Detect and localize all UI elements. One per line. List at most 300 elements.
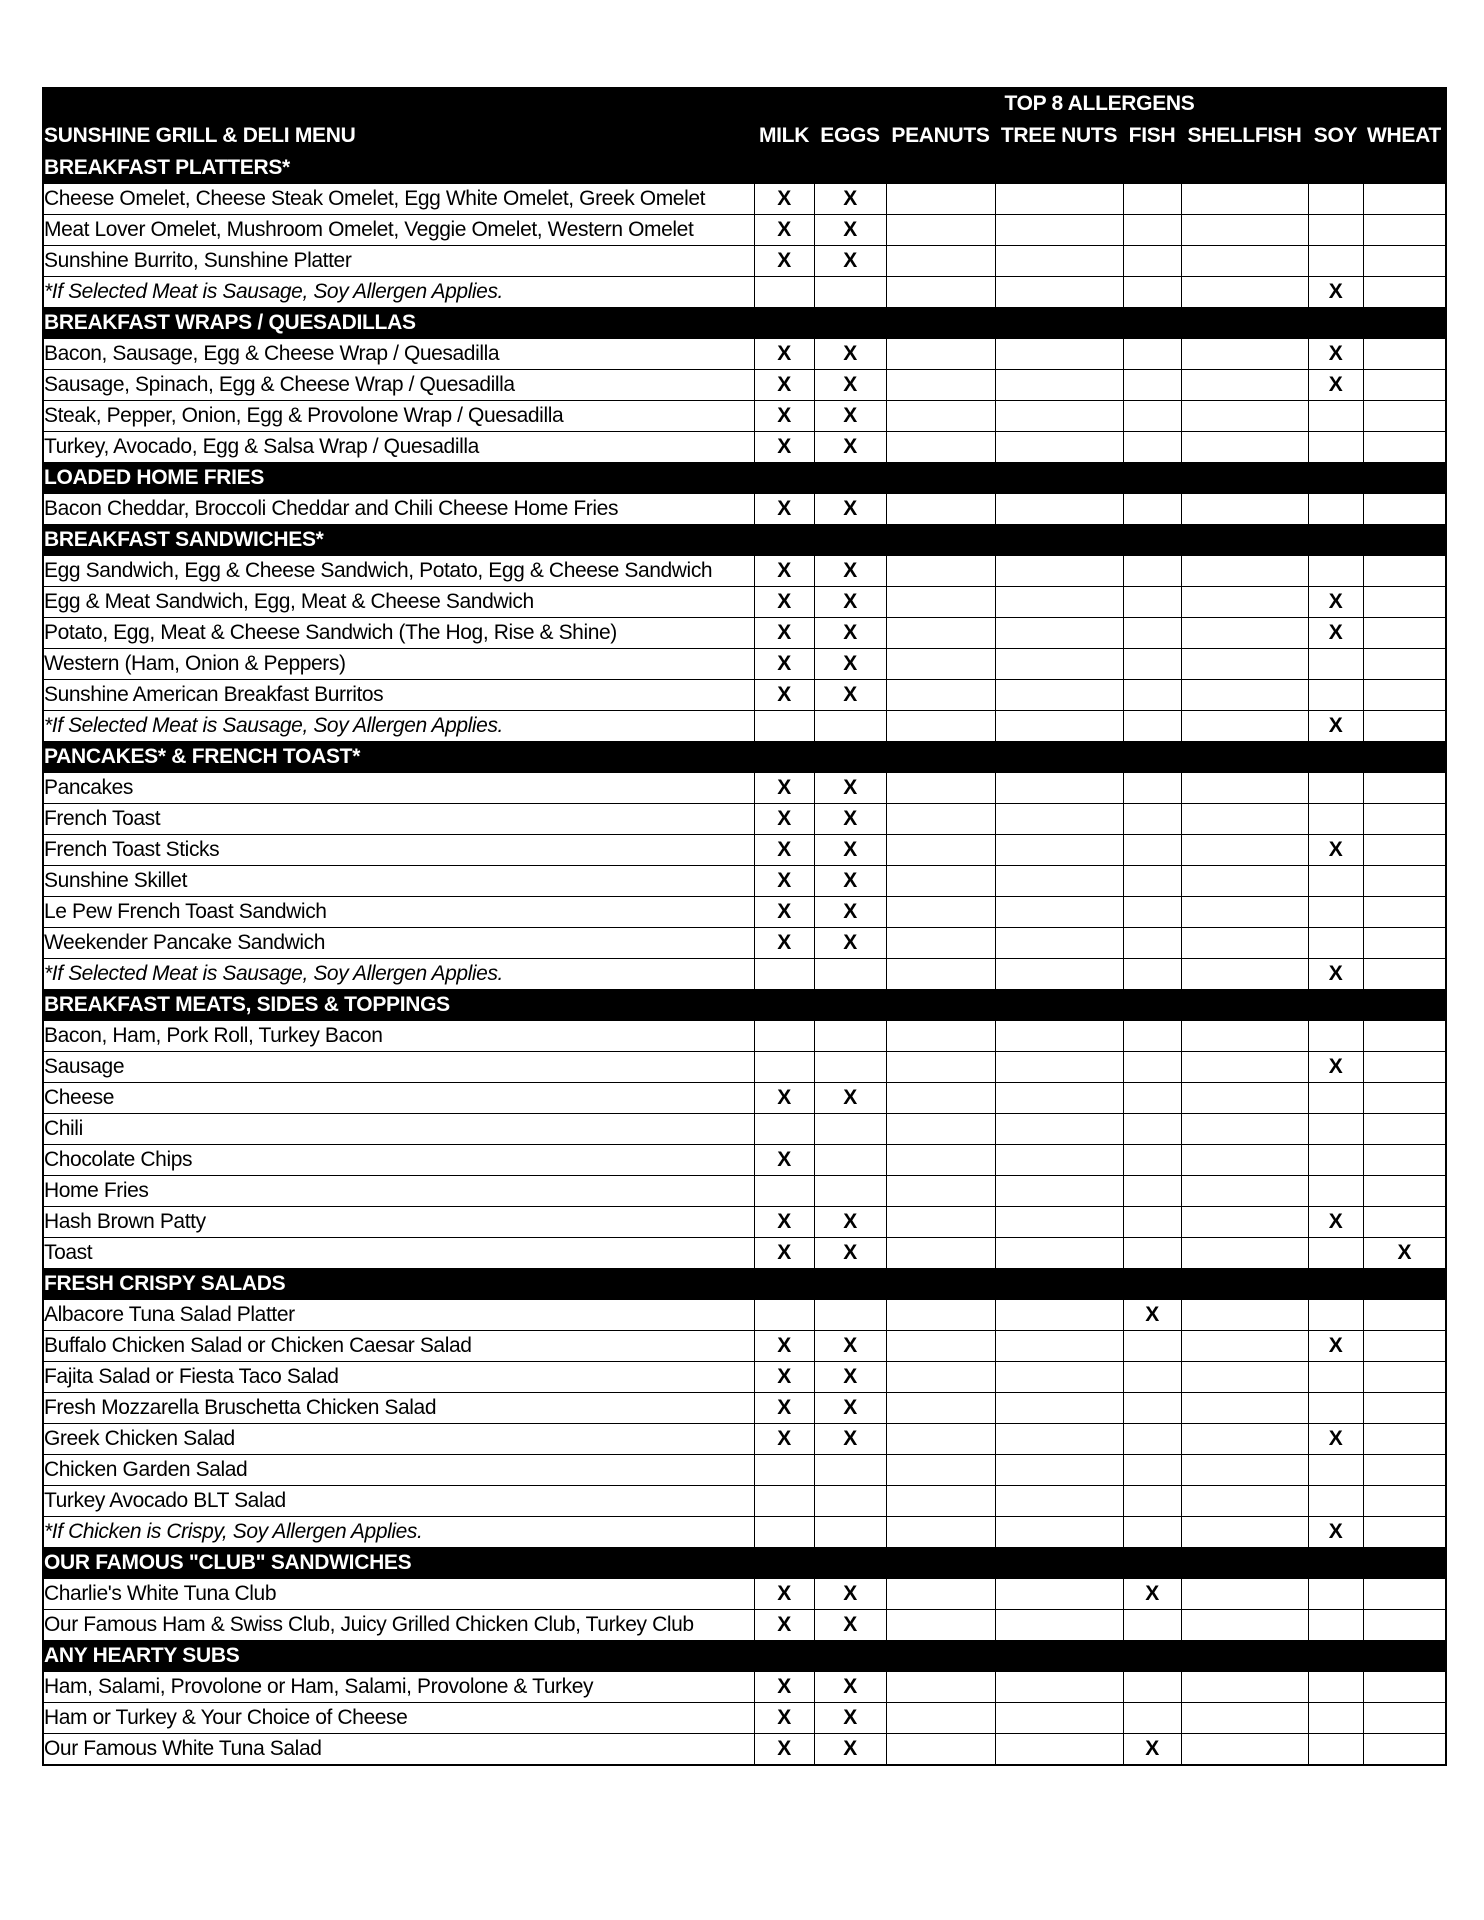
table-row <box>43 928 1446 959</box>
allergen-mark-shellfish <box>1181 184 1308 215</box>
allergen-header-peanuts: PEANUTS <box>886 119 995 153</box>
allergen-mark-milk: X <box>754 246 814 277</box>
section-header-row <box>43 1269 1446 1300</box>
allergen-mark-milk: X <box>754 370 814 401</box>
allergen-mark-wheat <box>1363 773 1446 804</box>
allergen-mark-shellfish <box>1181 556 1308 587</box>
allergen-mark-wheat <box>1363 1207 1446 1238</box>
allergen-mark-wheat <box>1363 928 1446 959</box>
allergen-mark-shellfish <box>1181 1734 1308 1766</box>
allergen-mark-soy: X <box>1308 370 1363 401</box>
allergen-mark-peanuts <box>886 215 995 246</box>
allergen-mark-fish <box>1123 928 1181 959</box>
allergen-mark-tree-nuts <box>995 897 1123 928</box>
table-row <box>43 1021 1446 1052</box>
allergen-mark-wheat <box>1363 1021 1446 1052</box>
allergen-mark-tree-nuts <box>995 1207 1123 1238</box>
allergen-mark-milk <box>754 959 814 990</box>
allergen-mark-peanuts <box>886 1238 995 1269</box>
top-allergens-label: TOP 8 ALLERGENS <box>754 88 1446 119</box>
allergen-mark-shellfish <box>1181 928 1308 959</box>
allergen-note: *If Selected Meat is Sausage, Soy Allergen Applies. <box>43 277 754 308</box>
allergen-mark-soy <box>1308 1021 1363 1052</box>
section-header-row <box>43 308 1446 339</box>
allergen-mark-wheat <box>1363 556 1446 587</box>
allergen-mark-soy: X <box>1308 1517 1363 1548</box>
allergen-mark-tree-nuts <box>995 277 1123 308</box>
allergen-mark-fish <box>1123 649 1181 680</box>
allergen-mark-eggs: X <box>814 215 886 246</box>
allergen-mark-eggs: X <box>814 246 886 277</box>
allergen-mark-soy <box>1308 1579 1363 1610</box>
allergen-mark-eggs: X <box>814 1238 886 1269</box>
allergen-mark-soy <box>1308 1486 1363 1517</box>
allergen-mark-milk: X <box>754 897 814 928</box>
allergen-mark-shellfish <box>1181 246 1308 277</box>
allergen-mark-tree-nuts <box>995 866 1123 897</box>
allergen-mark-eggs: X <box>814 680 886 711</box>
menu-item-name: Bacon, Ham, Pork Roll, Turkey Bacon <box>43 1021 754 1052</box>
menu-item-name: Western (Ham, Onion & Peppers) <box>43 649 754 680</box>
menu-item-name: Chili <box>43 1114 754 1145</box>
allergen-mark-tree-nuts <box>995 1114 1123 1145</box>
allergen-mark-soy <box>1308 1145 1363 1176</box>
allergen-mark-tree-nuts <box>995 649 1123 680</box>
allergen-mark-wheat <box>1363 1424 1446 1455</box>
menu-item-name: Fajita Salad or Fiesta Taco Salad <box>43 1362 754 1393</box>
allergen-mark-tree-nuts <box>995 618 1123 649</box>
allergen-mark-peanuts <box>886 432 995 463</box>
table-row <box>43 556 1446 587</box>
allergen-mark-peanuts <box>886 1083 995 1114</box>
allergen-mark-wheat <box>1363 215 1446 246</box>
section-header-row <box>43 463 1446 494</box>
menu-item-name: Sausage <box>43 1052 754 1083</box>
allergen-mark-shellfish <box>1181 618 1308 649</box>
allergen-mark-peanuts <box>886 1207 995 1238</box>
allergen-mark-shellfish <box>1181 1393 1308 1424</box>
allergen-mark-eggs: X <box>814 587 886 618</box>
allergen-mark-eggs <box>814 1114 886 1145</box>
allergen-mark-wheat <box>1363 959 1446 990</box>
allergen-mark-milk: X <box>754 556 814 587</box>
allergen-mark-tree-nuts <box>995 184 1123 215</box>
allergen-mark-eggs: X <box>814 401 886 432</box>
allergen-mark-eggs: X <box>814 1393 886 1424</box>
table-row <box>43 339 1446 370</box>
allergen-mark-peanuts <box>886 835 995 866</box>
allergen-mark-shellfish <box>1181 1455 1308 1486</box>
allergen-mark-tree-nuts <box>995 1176 1123 1207</box>
allergen-mark-wheat <box>1363 1331 1446 1362</box>
allergen-mark-fish <box>1123 494 1181 525</box>
allergen-mark-wheat <box>1363 1486 1446 1517</box>
allergen-mark-peanuts <box>886 1579 995 1610</box>
section-header-row <box>43 990 1446 1021</box>
allergen-mark-shellfish <box>1181 711 1308 742</box>
allergen-mark-tree-nuts <box>995 494 1123 525</box>
allergen-mark-milk <box>754 1021 814 1052</box>
allergen-mark-tree-nuts <box>995 1610 1123 1641</box>
allergen-mark-soy <box>1308 1300 1363 1331</box>
allergen-mark-eggs: X <box>814 804 886 835</box>
allergen-mark-shellfish <box>1181 649 1308 680</box>
section-header-row <box>43 525 1446 556</box>
table-row <box>43 1083 1446 1114</box>
menu-item-name: Our Famous White Tuna Salad <box>43 1734 754 1766</box>
allergen-mark-peanuts <box>886 1517 995 1548</box>
allergen-mark-shellfish <box>1181 1610 1308 1641</box>
allergen-mark-shellfish <box>1181 680 1308 711</box>
allergen-mark-fish <box>1123 1176 1181 1207</box>
allergen-mark-fish <box>1123 556 1181 587</box>
table-row <box>43 1734 1446 1766</box>
allergen-mark-milk: X <box>754 1393 814 1424</box>
menu-item-name: Turkey, Avocado, Egg & Salsa Wrap / Quesadilla <box>43 432 754 463</box>
allergen-mark-peanuts <box>886 680 995 711</box>
allergen-mark-eggs: X <box>814 1672 886 1703</box>
allergen-mark-fish <box>1123 1331 1181 1362</box>
table-row <box>43 1455 1446 1486</box>
allergen-mark-shellfish <box>1181 1486 1308 1517</box>
allergen-mark-fish <box>1123 215 1181 246</box>
allergen-mark-eggs <box>814 1145 886 1176</box>
allergen-mark-fish <box>1123 1114 1181 1145</box>
allergen-mark-shellfish <box>1181 277 1308 308</box>
menu-item-name: Steak, Pepper, Onion, Egg & Provolone Wrap / Quesadilla <box>43 401 754 432</box>
allergen-mark-soy: X <box>1308 587 1363 618</box>
allergen-mark-fish <box>1123 370 1181 401</box>
allergen-mark-shellfish <box>1181 1331 1308 1362</box>
allergen-mark-soy <box>1308 1455 1363 1486</box>
allergen-mark-wheat <box>1363 897 1446 928</box>
allergen-mark-shellfish <box>1181 1703 1308 1734</box>
allergen-mark-tree-nuts <box>995 1517 1123 1548</box>
allergen-mark-tree-nuts <box>995 370 1123 401</box>
allergen-mark-milk <box>754 1052 814 1083</box>
allergen-mark-milk: X <box>754 1579 814 1610</box>
menu-item-name: Sausage, Spinach, Egg & Cheese Wrap / Quesadilla <box>43 370 754 401</box>
table-row <box>43 184 1446 215</box>
allergen-mark-milk: X <box>754 401 814 432</box>
allergen-mark-tree-nuts <box>995 1362 1123 1393</box>
allergen-mark-eggs: X <box>814 370 886 401</box>
allergen-mark-peanuts <box>886 556 995 587</box>
allergen-mark-tree-nuts <box>995 339 1123 370</box>
allergen-mark-eggs: X <box>814 1610 886 1641</box>
allergen-mark-shellfish <box>1181 432 1308 463</box>
menu-item-name: Cheese <box>43 1083 754 1114</box>
allergen-mark-tree-nuts <box>995 1052 1123 1083</box>
menu-item-name: Bacon, Sausage, Egg & Cheese Wrap / Quesadilla <box>43 339 754 370</box>
table-row <box>43 1424 1446 1455</box>
allergen-mark-eggs: X <box>814 897 886 928</box>
allergen-mark-milk: X <box>754 773 814 804</box>
allergen-mark-eggs <box>814 1517 886 1548</box>
table-row <box>43 1610 1446 1641</box>
allergen-mark-eggs: X <box>814 1579 886 1610</box>
allergen-mark-wheat <box>1363 1145 1446 1176</box>
allergen-mark-peanuts <box>886 897 995 928</box>
allergen-mark-tree-nuts <box>995 1424 1123 1455</box>
allergen-mark-fish <box>1123 1083 1181 1114</box>
allergen-mark-wheat <box>1363 1393 1446 1424</box>
allergen-mark-milk <box>754 1486 814 1517</box>
menu-item-name: French Toast <box>43 804 754 835</box>
allergen-mark-shellfish <box>1181 835 1308 866</box>
allergen-mark-peanuts <box>886 1052 995 1083</box>
allergen-mark-milk: X <box>754 184 814 215</box>
allergen-group-header <box>43 88 1446 119</box>
allergen-mark-fish <box>1123 1145 1181 1176</box>
allergen-mark-tree-nuts <box>995 1021 1123 1052</box>
allergen-mark-peanuts <box>886 1114 995 1145</box>
allergen-mark-soy: X <box>1308 1424 1363 1455</box>
allergen-mark-soy <box>1308 897 1363 928</box>
allergen-mark-fish <box>1123 1610 1181 1641</box>
menu-item-name: Chicken Garden Salad <box>43 1455 754 1486</box>
menu-item-name: Ham or Turkey & Your Choice of Cheese <box>43 1703 754 1734</box>
allergen-mark-wheat <box>1363 835 1446 866</box>
allergen-mark-eggs <box>814 1455 886 1486</box>
allergen-mark-fish <box>1123 184 1181 215</box>
allergen-mark-peanuts <box>886 1021 995 1052</box>
table-row <box>43 401 1446 432</box>
allergen-mark-fish <box>1123 1207 1181 1238</box>
allergen-mark-fish <box>1123 277 1181 308</box>
allergen-note: *If Selected Meat is Sausage, Soy Allergen Applies. <box>43 959 754 990</box>
allergen-mark-milk: X <box>754 649 814 680</box>
allergen-mark-milk: X <box>754 1331 814 1362</box>
allergen-mark-shellfish <box>1181 1207 1308 1238</box>
allergen-mark-peanuts <box>886 494 995 525</box>
allergen-mark-shellfish <box>1181 215 1308 246</box>
section-header-row <box>43 742 1446 773</box>
table-row <box>43 1703 1446 1734</box>
allergen-mark-wheat <box>1363 680 1446 711</box>
allergen-mark-soy: X <box>1308 959 1363 990</box>
allergen-mark-soy: X <box>1308 1207 1363 1238</box>
allergen-mark-peanuts <box>886 277 995 308</box>
allergen-mark-fish <box>1123 1362 1181 1393</box>
allergen-header-milk: MILK <box>754 119 814 153</box>
table-row <box>43 432 1446 463</box>
menu-title: SUNSHINE GRILL & DELI MENU <box>43 119 754 153</box>
allergen-mark-tree-nuts <box>995 1238 1123 1269</box>
menu-item-name: Potato, Egg, Meat & Cheese Sandwich (The Hog, Rise & Shine) <box>43 618 754 649</box>
allergen-mark-wheat <box>1363 432 1446 463</box>
allergen-mark-wheat <box>1363 1517 1446 1548</box>
table-row <box>43 1300 1446 1331</box>
allergen-mark-fish <box>1123 835 1181 866</box>
menu-item-name: Cheese Omelet, Cheese Steak Omelet, Egg White Omelet, Greek Omelet <box>43 184 754 215</box>
allergen-mark-eggs: X <box>814 339 886 370</box>
allergen-header-eggs: EGGS <box>814 119 886 153</box>
allergen-mark-milk: X <box>754 928 814 959</box>
allergen-mark-eggs: X <box>814 1703 886 1734</box>
allergen-mark-soy <box>1308 1238 1363 1269</box>
allergen-mark-wheat <box>1363 1579 1446 1610</box>
allergen-mark-milk: X <box>754 1610 814 1641</box>
allergen-mark-peanuts <box>886 184 995 215</box>
allergen-mark-eggs: X <box>814 184 886 215</box>
menu-item-name: Albacore Tuna Salad Platter <box>43 1300 754 1331</box>
allergen-mark-peanuts <box>886 1145 995 1176</box>
allergen-mark-wheat <box>1363 1610 1446 1641</box>
allergen-mark-tree-nuts <box>995 1145 1123 1176</box>
allergen-mark-peanuts <box>886 959 995 990</box>
table-row <box>43 215 1446 246</box>
table-row <box>43 1393 1446 1424</box>
allergen-mark-shellfish <box>1181 1021 1308 1052</box>
allergen-mark-eggs: X <box>814 618 886 649</box>
allergen-mark-shellfish <box>1181 1424 1308 1455</box>
column-header-row <box>43 119 1446 153</box>
allergen-table <box>42 87 1447 1766</box>
allergen-mark-eggs: X <box>814 835 886 866</box>
allergen-mark-shellfish <box>1181 1672 1308 1703</box>
allergen-mark-shellfish <box>1181 494 1308 525</box>
allergen-mark-peanuts <box>886 711 995 742</box>
allergen-mark-eggs: X <box>814 1734 886 1766</box>
allergen-mark-soy <box>1308 556 1363 587</box>
allergen-mark-tree-nuts <box>995 1486 1123 1517</box>
allergen-mark-shellfish <box>1181 587 1308 618</box>
allergen-mark-milk: X <box>754 1238 814 1269</box>
allergen-mark-milk: X <box>754 339 814 370</box>
allergen-mark-fish <box>1123 1486 1181 1517</box>
allergen-mark-eggs <box>814 711 886 742</box>
allergen-mark-soy <box>1308 401 1363 432</box>
table-row <box>43 897 1446 928</box>
table-row <box>43 494 1446 525</box>
allergen-mark-milk: X <box>754 1145 814 1176</box>
allergen-mark-eggs: X <box>814 1331 886 1362</box>
allergen-mark-peanuts <box>886 1672 995 1703</box>
allergen-mark-eggs <box>814 1176 886 1207</box>
allergen-note: *If Chicken is Crispy, Soy Allergen Applies. <box>43 1517 754 1548</box>
allergen-mark-eggs: X <box>814 928 886 959</box>
allergen-mark-wheat <box>1363 1672 1446 1703</box>
allergen-mark-milk <box>754 1114 814 1145</box>
menu-item-name: Ham, Salami, Provolone or Ham, Salami, Provolone & Turkey <box>43 1672 754 1703</box>
allergen-mark-milk: X <box>754 1734 814 1766</box>
table-row <box>43 1362 1446 1393</box>
allergen-mark-shellfish <box>1181 1517 1308 1548</box>
allergen-mark-soy <box>1308 432 1363 463</box>
allergen-mark-wheat <box>1363 804 1446 835</box>
allergen-mark-milk: X <box>754 432 814 463</box>
allergen-mark-tree-nuts <box>995 556 1123 587</box>
allergen-mark-milk: X <box>754 1672 814 1703</box>
allergen-mark-soy: X <box>1308 711 1363 742</box>
allergen-mark-peanuts <box>886 1703 995 1734</box>
allergen-mark-milk: X <box>754 1207 814 1238</box>
section-title: FRESH CRISPY SALADS <box>43 1269 1446 1300</box>
table-row <box>43 1486 1446 1517</box>
allergen-mark-wheat: X <box>1363 1238 1446 1269</box>
allergen-mark-shellfish <box>1181 370 1308 401</box>
table-row <box>43 680 1446 711</box>
allergen-mark-soy: X <box>1308 339 1363 370</box>
allergen-mark-tree-nuts <box>995 1300 1123 1331</box>
allergen-mark-peanuts <box>886 246 995 277</box>
allergen-mark-eggs <box>814 1021 886 1052</box>
note-row <box>43 959 1446 990</box>
allergen-mark-wheat <box>1363 277 1446 308</box>
allergen-mark-milk: X <box>754 1362 814 1393</box>
table-row <box>43 804 1446 835</box>
allergen-mark-peanuts <box>886 618 995 649</box>
allergen-note: *If Selected Meat is Sausage, Soy Allergen Applies. <box>43 711 754 742</box>
allergen-mark-peanuts <box>886 1424 995 1455</box>
allergen-mark-milk <box>754 711 814 742</box>
allergen-mark-milk <box>754 1176 814 1207</box>
allergen-mark-eggs: X <box>814 773 886 804</box>
allergen-mark-eggs: X <box>814 1424 886 1455</box>
allergen-mark-soy <box>1308 928 1363 959</box>
allergen-mark-wheat <box>1363 1083 1446 1114</box>
allergen-mark-peanuts <box>886 1362 995 1393</box>
allergen-mark-fish <box>1123 1703 1181 1734</box>
allergen-mark-wheat <box>1363 1300 1446 1331</box>
allergen-mark-eggs <box>814 1486 886 1517</box>
table-row <box>43 1672 1446 1703</box>
allergen-mark-soy <box>1308 1734 1363 1766</box>
allergen-mark-shellfish <box>1181 1145 1308 1176</box>
allergen-mark-peanuts <box>886 370 995 401</box>
allergen-mark-tree-nuts <box>995 680 1123 711</box>
allergen-mark-milk: X <box>754 1703 814 1734</box>
allergen-mark-milk: X <box>754 215 814 246</box>
allergen-mark-soy <box>1308 1114 1363 1145</box>
menu-item-name: Fresh Mozzarella Bruschetta Chicken Salad <box>43 1393 754 1424</box>
allergen-mark-peanuts <box>886 804 995 835</box>
allergen-mark-wheat <box>1363 494 1446 525</box>
allergen-mark-eggs: X <box>814 432 886 463</box>
menu-item-name: Our Famous Ham & Swiss Club, Juicy Grilled Chicken Club, Turkey Club <box>43 1610 754 1641</box>
allergen-mark-fish <box>1123 1021 1181 1052</box>
allergen-mark-shellfish <box>1181 1300 1308 1331</box>
allergen-mark-soy <box>1308 649 1363 680</box>
allergen-mark-fish <box>1123 339 1181 370</box>
menu-item-name: Egg & Meat Sandwich, Egg, Meat & Cheese Sandwich <box>43 587 754 618</box>
allergen-mark-soy <box>1308 246 1363 277</box>
section-header-row <box>43 153 1446 184</box>
menu-item-name: Sunshine Burrito, Sunshine Platter <box>43 246 754 277</box>
allergen-mark-fish <box>1123 959 1181 990</box>
allergen-mark-soy <box>1308 1672 1363 1703</box>
allergen-mark-peanuts <box>886 1486 995 1517</box>
allergen-mark-eggs: X <box>814 1362 886 1393</box>
section-title: LOADED HOME FRIES <box>43 463 1446 494</box>
allergen-header-wheat: WHEAT <box>1363 119 1446 153</box>
table-row <box>43 1145 1446 1176</box>
allergen-mark-eggs: X <box>814 1207 886 1238</box>
allergen-mark-wheat <box>1363 1734 1446 1766</box>
allergen-mark-milk: X <box>754 835 814 866</box>
allergen-mark-shellfish <box>1181 1083 1308 1114</box>
allergen-mark-tree-nuts <box>995 246 1123 277</box>
section-title: OUR FAMOUS "CLUB" SANDWICHES <box>43 1548 1446 1579</box>
allergen-mark-tree-nuts <box>995 1734 1123 1766</box>
allergen-mark-fish <box>1123 432 1181 463</box>
allergen-mark-eggs: X <box>814 494 886 525</box>
allergen-mark-peanuts <box>886 401 995 432</box>
allergen-mark-wheat <box>1363 618 1446 649</box>
allergen-mark-wheat <box>1363 1703 1446 1734</box>
allergen-mark-peanuts <box>886 866 995 897</box>
